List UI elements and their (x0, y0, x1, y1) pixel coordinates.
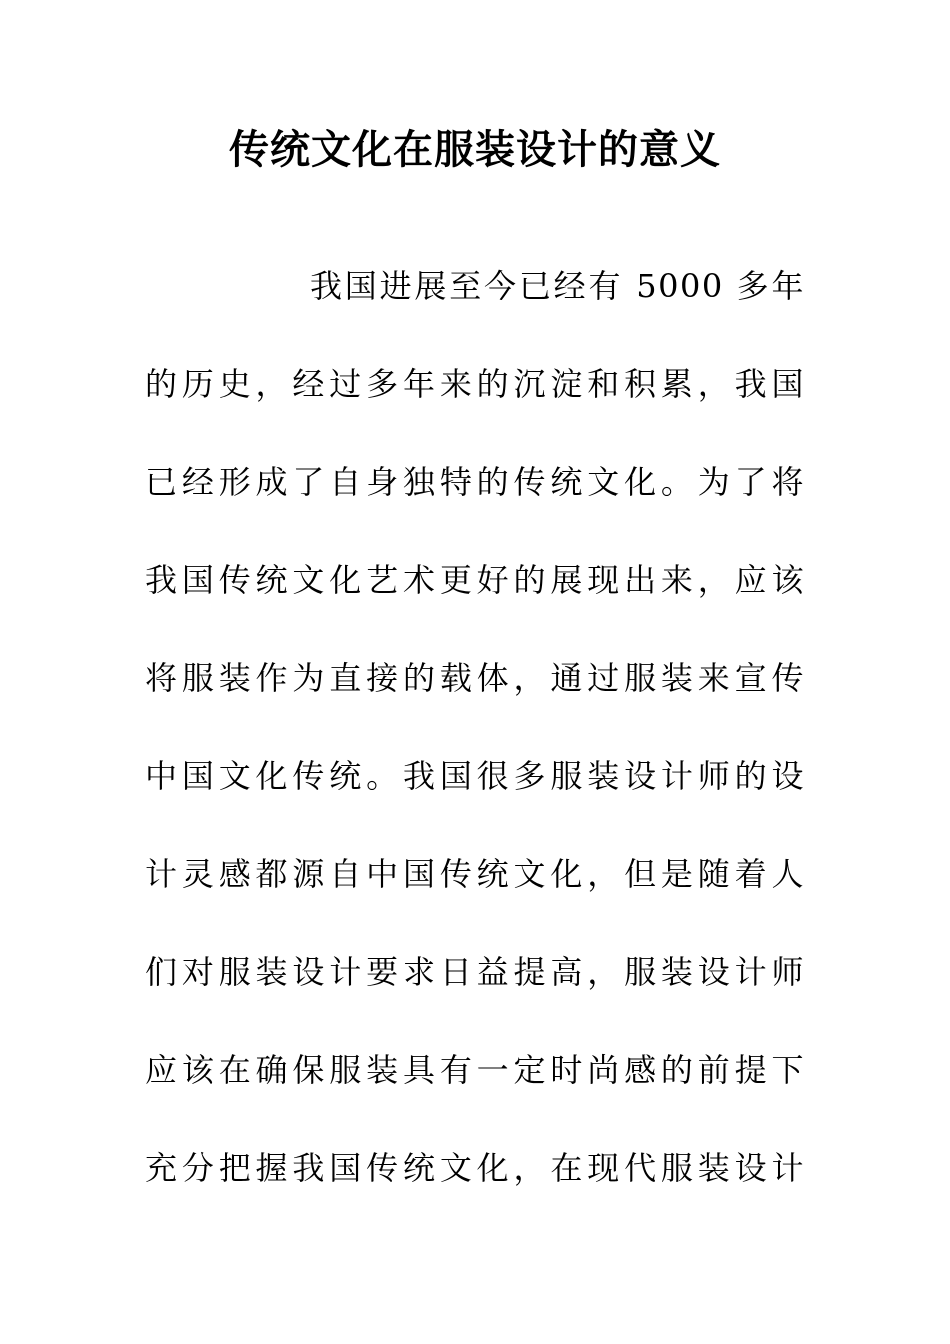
paragraph-line: 已经形成了自身独特的传统文化。为了将 (145, 463, 805, 501)
paragraph-line: 充分把握我国传统文化，在现代服装设计 (145, 1149, 805, 1187)
paragraph-line: 我国传统文化艺术更好的展现出来，应该 (145, 561, 805, 599)
paragraph-line: 应该在确保服装具有一定时尚感的前提下 (145, 1051, 805, 1089)
paragraph-line: 计灵感都源自中国传统文化，但是随着人 (145, 855, 805, 893)
document-title: 传统文化在服装设计的意义 (229, 126, 721, 173)
paragraph-line: 们对服装设计要求日益提高，服装设计师 (145, 953, 805, 991)
paragraph-line: 的历史，经过多年来的沉淀和积累，我国 (145, 365, 805, 403)
paragraph-line: 将服装作为直接的载体，通过服装来宣传 (145, 659, 805, 697)
paragraph-line: 我国进展至今已经有 5000 多年 (310, 267, 805, 305)
paragraph-line: 中国文化传统。我国很多服装设计师的设 (145, 757, 805, 795)
